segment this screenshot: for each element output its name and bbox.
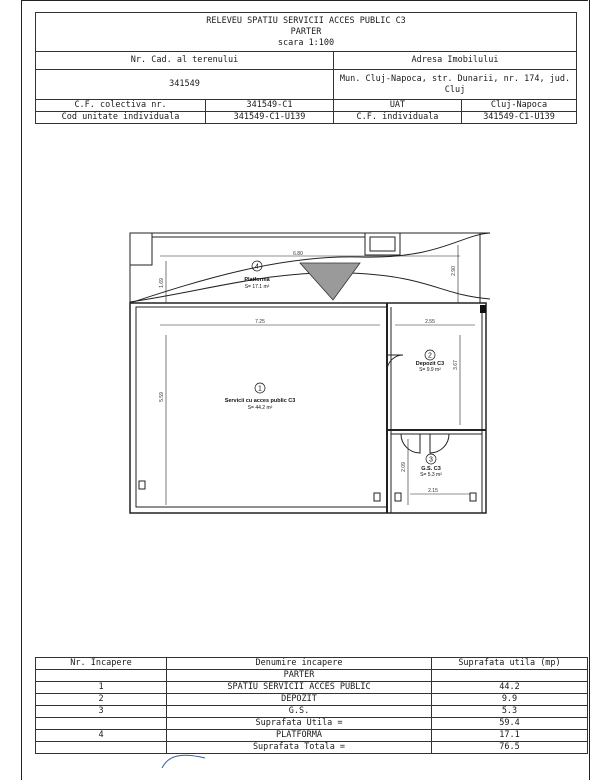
cod-unitate-label: Cod unitate individuala <box>36 112 206 124</box>
document-subtitle: PARTER <box>290 26 322 37</box>
col-header-nr: Nr. Incapere <box>36 658 167 670</box>
util-label: Suprafata Utila = <box>167 718 432 730</box>
door-gs-arc2 <box>430 434 449 453</box>
dim-depozit-width-text: 2.55 <box>425 319 435 325</box>
platform-funnel <box>300 263 360 300</box>
uat-value: Cluj-Napoca <box>462 100 577 112</box>
room3-name: G.S. C3 <box>421 466 441 472</box>
cad-value: 341549 <box>36 70 334 100</box>
building-outline <box>130 303 486 513</box>
door-gs-arc1 <box>401 434 420 453</box>
cf-individuala-value: 341549-C1-U139 <box>462 112 577 124</box>
header-table <box>35 12 577 124</box>
dim-right-small-text: 2.90 <box>451 266 457 276</box>
row-name: DEPOZIT <box>167 694 432 706</box>
room2-area: S= 9.9 m² <box>419 367 441 373</box>
room2-number: 2 <box>428 352 432 360</box>
util-value: 59.4 <box>432 718 588 730</box>
cod-unitate-value: 341549-C1-U139 <box>206 112 334 124</box>
platform-area: 17.1 <box>432 730 588 742</box>
dim-gs-width-text: 2.15 <box>428 488 438 494</box>
row-nr: 1 <box>36 682 167 694</box>
room1-name: Servicii cu acces public C3 <box>224 398 296 404</box>
page-top-border <box>21 0 588 1</box>
boundary-curve-2 <box>130 273 490 302</box>
table-row <box>36 730 588 742</box>
row-area: 5.3 <box>432 706 588 718</box>
left-column <box>130 233 152 265</box>
room4-area: S= 17.1 m² <box>244 284 270 290</box>
platform-name: PLATFORMA <box>167 730 432 742</box>
floor-plan <box>120 225 500 525</box>
signature-mark <box>160 752 210 768</box>
corner-marker-mid <box>374 493 380 501</box>
dim-top-text: 6.80 <box>293 251 303 257</box>
dim-depozit-height-text: 3.67 <box>453 360 459 370</box>
room3-area: S= 5.3 m² <box>420 472 442 478</box>
door-depozit <box>387 355 403 371</box>
row-area: 9.9 <box>432 694 588 706</box>
col-header-name: Denumire incapere <box>167 658 432 670</box>
dim-left-small-text: 1.69 <box>159 278 165 288</box>
address-label: Adresa Imobilului <box>334 52 577 70</box>
uat-label: UAT <box>334 100 462 112</box>
top-right-box-inner <box>370 237 395 251</box>
corner-marker-right <box>470 493 476 501</box>
dim-gs-height-text: 2.09 <box>401 462 407 472</box>
table-row <box>36 706 588 718</box>
row-name: G.S. <box>167 706 432 718</box>
cad-label: Nr. Cad. al terenului <box>36 52 334 70</box>
row-nr: 3 <box>36 706 167 718</box>
cf-individuala-label: C.F. individuala <box>334 112 462 124</box>
room1-number: 1 <box>258 385 262 393</box>
document-scale: scara 1:100 <box>277 37 335 48</box>
total-label: Suprafata Totala = <box>167 742 432 754</box>
row-name: SPATIU SERVICII ACCES PUBLIC <box>167 682 432 694</box>
rooms-table <box>35 657 588 754</box>
document-title: RELEVEU SPATIU SERVICII ACCES PUBLIC C3 <box>206 15 406 26</box>
cf-colectiva-label: C.F. colectiva nr. <box>36 100 206 112</box>
col-header-area: Suprafata utila (mp) <box>432 658 588 670</box>
table-row <box>36 682 588 694</box>
row-nr: 2 <box>36 694 167 706</box>
corner-marker-gs <box>395 493 401 501</box>
corner-marker-left <box>139 481 145 489</box>
room2-name: Depozit C3 <box>415 361 445 367</box>
title-cell <box>36 13 577 52</box>
address-value: Mun. Cluj-Napoca, str. Dunarii, nr. 174, jud. Cluj <box>334 70 577 100</box>
room1-area: S= 44.2 m² <box>247 405 273 411</box>
section-label: PARTER <box>167 670 432 682</box>
room4-number: 4 <box>255 263 259 271</box>
row-area: 44.2 <box>432 682 588 694</box>
cf-colectiva-value: 341549-C1 <box>206 100 334 112</box>
table-row <box>36 694 588 706</box>
platform-nr: 4 <box>36 730 167 742</box>
room3-number: 3 <box>429 456 433 464</box>
total-value: 76.5 <box>432 742 588 754</box>
dim-main-height-text: 5.59 <box>159 392 165 402</box>
room4-name: Platforma <box>244 277 270 283</box>
corner-pillar <box>480 305 486 313</box>
dim-main-width-text: 7.25 <box>255 319 265 325</box>
